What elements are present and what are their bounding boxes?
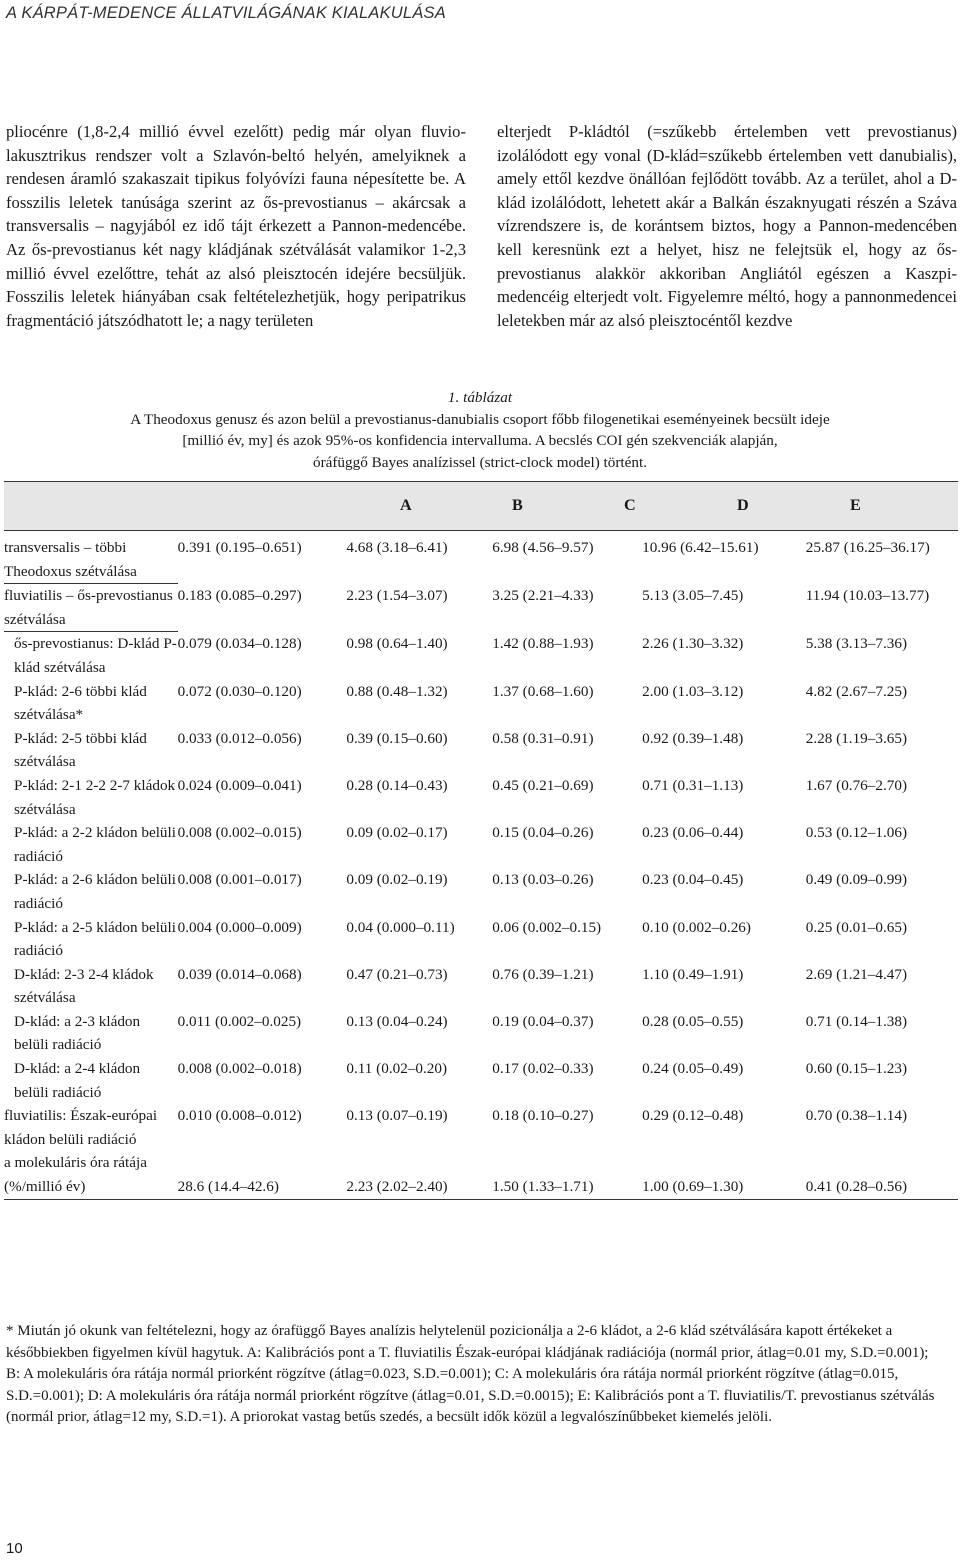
table-row xyxy=(4,680,958,727)
table-row xyxy=(4,963,958,1010)
cell-a: 0.011 (0.002–0.025) xyxy=(177,1012,302,1030)
cell-d: 0.24 (0.05–0.49) xyxy=(642,1060,744,1078)
row-label: P-klád: 2-5 többi klád szétválása xyxy=(14,729,147,771)
row-label: D-klád: a 2-4 kládon belüli radiáció xyxy=(14,1060,141,1101)
cell-c: 0.18 (0.10–0.27) xyxy=(492,1107,594,1125)
cell-c: 0.58 (0.31–0.91) xyxy=(492,729,594,747)
cell-a: 0.024 (0.009–0.041) xyxy=(177,776,302,794)
col-header-a: A xyxy=(400,496,412,514)
row-label: ős-prevostianus: D-klád P-klád szétválása xyxy=(14,635,177,676)
cell-d: 2.26 (1.30–3.32) xyxy=(642,634,744,652)
cell-e: 0.41 (0.28–0.56) xyxy=(806,1151,958,1199)
cell-e: 2.28 (1.19–3.65) xyxy=(805,729,908,747)
cell-c: 0.13 (0.03–0.26) xyxy=(492,871,594,889)
cell-a: 0.008 (0.001–0.017) xyxy=(177,871,302,889)
row-label: P-klád: 2-1 2-2 2-7 kládok szétválása xyxy=(14,776,176,818)
row-label: P-klád: 2-6 többi klád szétválása* xyxy=(14,682,147,724)
cell-a: 0.010 (0.008–0.012) xyxy=(177,1107,302,1125)
cell-d: 2.00 (1.03–3.12) xyxy=(642,682,744,700)
table-row xyxy=(4,1104,958,1151)
cell-b: 0.88 (0.48–1.32) xyxy=(346,682,448,700)
table-row xyxy=(4,632,958,680)
cell-b: 0.13 (0.04–0.24) xyxy=(346,1012,448,1030)
cell-c: 1.50 (1.33–1.71) xyxy=(492,1151,642,1199)
cell-b: 0.09 (0.02–0.19) xyxy=(346,871,448,889)
table-caption xyxy=(40,387,920,473)
table-footnote: * Miután jó okunk van feltételezni, hogy az órafüggő Bayes analízis helytelenül pozicionálja a 2-6 kládot, a 2-6 klád szétválására kapott értékeket a későbbiekben figyelmen kívül hagytuk. A: Kalibrációs pont a T. fluviatilis Észak-európai kládjának radiációja (normál prior, átlag=0.01 my, S.D.=0.001); B: A molekuláris óra rátája normál priorként rögzítve (átlag=0.023, S.D.=0.001); C: A molekuláris óra rátája normál priorként rögzítve (átlag=0.015, S.D.=0.001); D: A molekuláris óra rátája normál priorként rögzítve (átlag=0.01, S.D.=0.0015); E: Kalibrációs pont a T. fluviatilis/T. prevostianus szétválás (normál prior, átlag=12 my, S.D.=1). A priorokat vastag betűs szedés, a becsült idők közül a legvalószínűbbeket kiemelés jelöli. xyxy=(6,1323,935,1426)
caption-line-2: [millió év, my] és azok 95%-os konfidencia intervalluma. A becslés COI gén szekvenciák alapján, xyxy=(182,432,778,450)
cell-d: 1.00 (0.69–1.30) xyxy=(642,1151,806,1199)
cell-c: 1.37 (0.68–1.60) xyxy=(492,682,594,700)
caption-line-3: óráfüggő Bayes analízissel (strict-clock model) történt. xyxy=(312,453,647,471)
cell-a: 0.039 (0.014–0.068) xyxy=(177,965,302,983)
cell-c: 0.76 (0.39–1.21) xyxy=(492,965,594,983)
cell-d: 0.29 (0.12–0.48) xyxy=(642,1107,744,1125)
cell-a: 0.008 (0.002–0.015) xyxy=(177,824,302,842)
col-header-d: D xyxy=(737,496,749,514)
cell-e: 0.49 (0.09–0.99) xyxy=(805,871,908,889)
cell-e: 0.71 (0.14–1.38) xyxy=(805,1012,908,1030)
row-label: transversalis – többi Theodoxus szétválása xyxy=(4,536,178,584)
cell-b: 2.23 (1.54–3.07) xyxy=(346,586,448,604)
col-header-e: E xyxy=(850,496,861,514)
cell-e: 4.82 (2.67–7.25) xyxy=(805,682,908,700)
table-row xyxy=(4,774,958,821)
page-number: 10 xyxy=(6,1540,23,1557)
cell-c: 0.17 (0.02–0.33) xyxy=(492,1060,594,1078)
cell-d: 0.23 (0.04–0.45) xyxy=(642,871,744,889)
cell-d: 0.23 (0.06–0.44) xyxy=(642,824,744,842)
cell-a: 0.008 (0.002–0.018) xyxy=(177,1060,302,1078)
row-label: a molekuláris óra rátája (%/millió év) xyxy=(4,1151,178,1199)
row-label: P-klád: a 2-6 kládon belüli radiáció xyxy=(14,871,176,912)
body-text-left-column: pliocénre (1,8-2,4 millió évvel ezelőtt) pedig már olyan fluvio-lakusztrikus rendszer volt a Szlavón-beltó helyén, amelyiknek a rendesen áramló szakaszait tipikus folyóvízi fauna népesítette be. A fosszilis leletek tanúsága szerint az ős-prevostianus – akárcsak a transversalis – nagyjából ez idő tájt érkezett a Pannon-medencébe. Az ős-prevostianus két nagy kládjának szétválását valamikor 1-2,3 millió évvel ezelőttre, tehát az alsó pleisztocén idejére becsüljük. Fosszilis leletek hiányában csak feltételezhetjük, hogy peripatrikus fragmentáció játszódhatott le; a nagy területen xyxy=(6,122,466,330)
cell-b: 0.98 (0.64–1.40) xyxy=(346,634,448,652)
table-row xyxy=(4,821,958,868)
row-label: P-klád: a 2-2 kládon belüli radiáció xyxy=(14,824,176,865)
cell-a: 0.079 (0.034–0.128) xyxy=(177,634,302,652)
cell-c: 0.45 (0.21–0.69) xyxy=(492,776,594,794)
cell-d: 1.10 (0.49–1.91) xyxy=(642,965,744,983)
table-number: 1. táblázat xyxy=(447,389,513,406)
caption-line-1: A Theodoxus genusz és azon belül a prevostianus-danubialis csoport főbb filogenetikai eseményeinek becsült ideje xyxy=(130,410,830,428)
cell-a: 0.072 (0.030–0.120) xyxy=(177,682,302,700)
cell-a: 0.391 (0.195–0.651) xyxy=(177,539,302,556)
cell-e: 11.94 (10.03–13.77) xyxy=(805,586,930,604)
cell-a: 0.033 (0.012–0.056) xyxy=(177,729,302,747)
cell-e: 0.53 (0.12–1.06) xyxy=(805,824,908,842)
cell-b: 0.09 (0.02–0.17) xyxy=(346,824,448,842)
row-label: fluviatilis – ős-prevostianus szétválása xyxy=(4,584,178,632)
cell-d: 0.10 (0.002–0.26) xyxy=(642,918,751,936)
cell-c: 1.42 (0.88–1.93) xyxy=(492,634,594,652)
cell-d: 0.92 (0.39–1.48) xyxy=(642,729,744,747)
table-row xyxy=(4,1057,958,1104)
cell-b: 0.04 (0.000–0.11) xyxy=(346,918,455,936)
cell-c: 0.06 (0.002–0.15) xyxy=(492,918,602,936)
table-row xyxy=(4,916,958,963)
cell-d: 0.28 (0.05–0.55) xyxy=(642,1012,744,1030)
row-label: D-klád: 2-3 2-4 kládok szétválása xyxy=(14,965,154,1007)
table-header-band xyxy=(4,481,958,531)
cell-b: 0.11 (0.02–0.20) xyxy=(346,1060,448,1078)
cell-c: 6.98 (4.56–9.57) xyxy=(492,539,594,556)
cell-b: 0.47 (0.21–0.73) xyxy=(346,965,448,983)
cell-b: 2.23 (2.02–2.40) xyxy=(346,1151,492,1199)
cell-b: 0.28 (0.14–0.43) xyxy=(346,776,448,794)
row-label: P-klád: a 2-5 kládon belüli radiáció xyxy=(14,918,176,960)
table-row xyxy=(4,536,958,584)
cell-e: 5.38 (3.13–7.36) xyxy=(805,634,908,652)
row-label: fluviatilis: Észak-európai kládon belüli radiáció xyxy=(4,1107,158,1148)
cell-e: 0.70 (0.38–1.14) xyxy=(805,1107,908,1125)
cell-c: 0.19 (0.04–0.37) xyxy=(492,1012,594,1030)
cell-a: 0.183 (0.085–0.297) xyxy=(177,586,302,604)
cell-e: 0.60 (0.15–1.23) xyxy=(805,1060,908,1078)
cell-d: 5.13 (3.05–7.45) xyxy=(642,586,744,604)
table-row xyxy=(4,1151,958,1199)
body-text-right-column: elterjedt P-kládtól (=szűkebb értelemben vett prevostianus) izolálódott egy vonal (D-klád=szűkebb értelemben vett danubialis), amely ettől kezdve önállóan fejlődött tovább. Az a terület, ahol a D-klád izolálódott, lehetett akár a Balkán északnyugati részén a Száva vízrendszere is, de korántsem biztos, hogy a Pannon-medencében kell keresnünk ezt a helyet, hisz ne felejtsük el, hogy az ős-prevostianus alakkör akkoriban Angliától egészen a Kaszpi-medencéig elterjedt volt. Figyelemre méltó, hogy a pannonmedencei leletekben már az alsó pleisztocéntől kezdve xyxy=(497,122,957,330)
cell-e: 25.87 (16.25–36.17) xyxy=(805,539,930,556)
col-header-b: B xyxy=(512,496,523,514)
col-header-c: C xyxy=(624,496,636,514)
table-row xyxy=(4,584,958,632)
cell-d: 0.71 (0.31–1.13) xyxy=(642,776,744,794)
table-row xyxy=(4,1010,958,1057)
cell-a: 28.6 (14.4–42.6) xyxy=(178,1151,347,1199)
cell-d: 10.96 (6.42–15.61) xyxy=(642,539,759,556)
cell-b: 0.13 (0.07–0.19) xyxy=(346,1107,448,1125)
cell-c: 3.25 (2.21–4.33) xyxy=(492,586,594,604)
cell-c: 0.15 (0.04–0.26) xyxy=(492,824,594,842)
cell-e: 1.67 (0.76–2.70) xyxy=(805,776,908,794)
cell-b: 0.39 (0.15–0.60) xyxy=(346,729,448,747)
row-label: D-klád: a 2-3 kládon belüli radiáció xyxy=(14,1012,141,1054)
cell-e: 0.25 (0.01–0.65) xyxy=(805,918,908,936)
cell-e: 2.69 (1.21–4.47) xyxy=(805,965,908,983)
cell-a: 0.004 (0.000–0.009) xyxy=(177,918,302,936)
cell-b: 4.68 (3.18–6.41) xyxy=(346,539,448,556)
table-row xyxy=(4,727,958,774)
running-head: A KÁRPÁT-MEDENCE ÁLLATVILÁGÁNAK KIALAKULÁSA xyxy=(6,4,446,22)
estimates-table xyxy=(4,536,958,1200)
table-row xyxy=(4,868,958,915)
